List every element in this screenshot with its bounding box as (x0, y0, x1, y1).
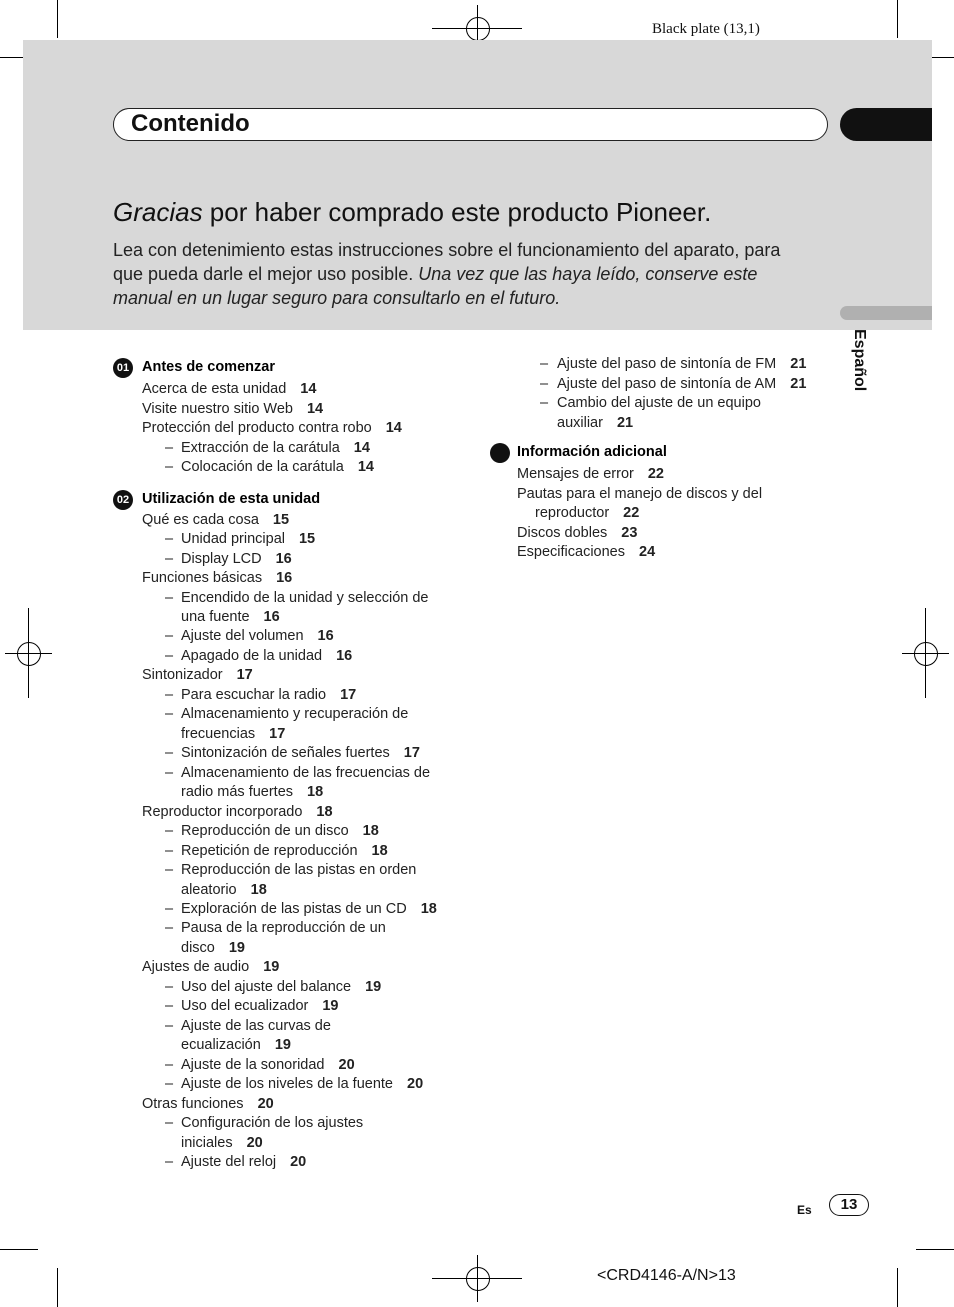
toc-entry-text: Sintonización de señales fuertes (181, 745, 390, 761)
toc-page-number: 14 (353, 440, 370, 456)
page-title: Contenido (131, 110, 250, 137)
toc-entry-text: Ajuste del volumen (181, 628, 304, 644)
toc-entry[interactable] (181, 1075, 423, 1095)
toc-entry[interactable] (517, 485, 762, 505)
toc-entry[interactable] (181, 919, 386, 939)
language-label: Español (851, 329, 868, 392)
toc-entry[interactable] (557, 355, 806, 375)
toc-entry[interactable] (181, 822, 379, 842)
toc-entry[interactable] (142, 511, 289, 531)
toc-dash: – (165, 628, 174, 644)
toc-dash: – (165, 687, 174, 703)
crop-mark (57, 1268, 58, 1307)
toc-page-number: 15 (298, 531, 316, 547)
toc-entry[interactable] (181, 939, 245, 959)
toc-entry[interactable] (535, 504, 639, 524)
toc-entry[interactable] (142, 419, 402, 439)
toc-entry[interactable] (181, 978, 381, 998)
toc-page-number: 14 (357, 459, 374, 475)
toc-dash: – (540, 395, 549, 411)
toc-page-number: 15 (272, 512, 290, 528)
crop-mark (916, 1249, 954, 1250)
toc-entry[interactable] (181, 627, 334, 647)
toc-entry-text: Pautas para el manejo de discos y del (517, 486, 763, 502)
toc-page-number: 19 (322, 998, 339, 1014)
toc-entry-text: Apagado de la unidad (181, 648, 323, 664)
toc-page-number: 19 (365, 979, 382, 995)
toc-entry[interactable] (181, 725, 285, 745)
toc-entry[interactable] (181, 900, 437, 920)
toc-entry-text: Reproducción de las pistas en orden (181, 862, 417, 878)
toc-entry[interactable] (181, 764, 430, 784)
toc-entry[interactable] (181, 589, 428, 609)
toc-entry-text: aleatorio (181, 882, 237, 898)
toc-entry-text: Ajustes de audio (142, 959, 250, 975)
toc-page-number: 24 (639, 544, 656, 560)
toc-dash: – (165, 901, 174, 917)
toc-dash: – (165, 745, 174, 761)
toc-dash: – (165, 823, 174, 839)
section-number-badge: 01 (113, 358, 133, 378)
toc-entry-text: Colocación de la carátula (181, 459, 344, 475)
section-number-badge (490, 443, 510, 463)
toc-entry-text: Uso del ecualizador (181, 998, 309, 1014)
toc-entry-text: reproductor (535, 505, 610, 521)
toc-section-title[interactable]: Utilización de esta unidad (142, 491, 321, 507)
toc-entry[interactable] (181, 1134, 263, 1154)
section-number-badge: 02 (113, 490, 133, 510)
toc-page-number: 19 (228, 940, 245, 956)
toc-entry[interactable] (181, 1153, 306, 1173)
toc-entry-text: Para escuchar la radio (181, 687, 327, 703)
toc-entry-text: Mensajes de error (517, 466, 634, 482)
toc-dash: – (165, 531, 174, 547)
toc-entry[interactable] (181, 997, 339, 1017)
toc-entry-text: radio más fuertes (181, 784, 294, 800)
page-number: 13 (829, 1194, 869, 1216)
plate-label: Black plate (13,1) (652, 21, 760, 37)
toc-dash: – (165, 1154, 174, 1170)
toc-entry-text: Ajuste de los niveles de la fuente (181, 1076, 393, 1092)
toc-entry-text: Extracción de la carátula (181, 440, 340, 456)
toc-entry-text: Acerca de esta unidad (142, 381, 287, 397)
toc-entry-text: Otras funciones (142, 1096, 244, 1112)
toc-entry-text: Especificaciones (517, 544, 625, 560)
toc-entry-text: Sintonizador (142, 667, 223, 683)
toc-dash: – (165, 551, 174, 567)
toc-entry[interactable] (181, 686, 356, 706)
toc-entry-text: Encendido de la unidad y selección de (181, 590, 429, 606)
toc-dash: – (165, 1115, 174, 1131)
toc-entry-text: auxiliar (557, 415, 603, 431)
toc-dash: – (165, 648, 174, 664)
toc-dash: – (165, 440, 174, 456)
toc-entry[interactable] (181, 861, 416, 881)
toc-page-number: 18 (362, 823, 379, 839)
toc-entry[interactable] (517, 465, 664, 485)
toc-entry-text: Exploración de las pistas de un CD (181, 901, 407, 917)
toc-page-number: 14 (300, 381, 317, 397)
toc-page-number: 17 (236, 667, 253, 683)
toc-page-number: 20 (338, 1057, 355, 1073)
toc-entry[interactable] (142, 958, 279, 978)
toc-page-number: 16 (275, 551, 292, 567)
toc-entry-text: ecualización (181, 1037, 261, 1053)
toc-page-number: 18 (420, 901, 437, 917)
toc-entry-text: Protección del producto contra robo (142, 420, 372, 436)
toc-page-number: 18 (250, 882, 267, 898)
toc-entry[interactable] (142, 803, 333, 823)
intro-text-italic: Una vez que las haya leído, conserve este manual en un lugar seguro para consultarlo en el futuro. (113, 264, 758, 308)
toc-page-number: 23 (621, 525, 638, 541)
toc-entry-text: Almacenamiento y recuperación de (181, 706, 409, 722)
toc-entry-text: Almacenamiento de las frecuencias de (181, 765, 431, 781)
toc-entry-text: Cambio del ajuste de un equipo (557, 395, 761, 411)
toc-page-number: 17 (340, 687, 357, 703)
toc-entry[interactable] (181, 842, 388, 862)
toc-dash: – (165, 1018, 174, 1034)
toc-entry[interactable] (557, 414, 633, 434)
toc-page-number: 17 (403, 745, 420, 761)
toc-page-number: 22 (623, 505, 640, 521)
toc-section-title[interactable]: Antes de comenzar (142, 359, 275, 375)
toc-entry-text: disco (181, 940, 215, 956)
toc-entry[interactable] (181, 1017, 331, 1037)
toc-entry-text: Ajuste del reloj (181, 1154, 277, 1170)
toc-page-number: 16 (336, 648, 353, 664)
toc-entry-text: Qué es cada cosa (142, 512, 259, 528)
toc-entry[interactable] (181, 1036, 291, 1056)
toc-entry[interactable] (517, 524, 637, 544)
toc-page-number: 19 (274, 1037, 291, 1053)
toc-page-number: 14 (306, 401, 324, 417)
toc-entry-text: Reproductor incorporado (142, 804, 303, 820)
toc-page-number: 20 (246, 1135, 263, 1151)
toc-page-number: 16 (276, 570, 293, 586)
toc-entry[interactable] (181, 647, 352, 667)
toc-dash: – (165, 1057, 174, 1073)
intro-text: Lea con detenimiento estas instrucciones sobre el funcionamiento del aparato, para que pueda darle el mejor uso posible. (113, 240, 781, 284)
toc-page-number: 21 (790, 356, 807, 372)
toc-entry[interactable] (181, 744, 420, 764)
toc-entry-text: Configuración de los ajustes (181, 1115, 364, 1131)
toc-entry[interactable] (181, 1114, 363, 1134)
toc-entry-text: Display LCD (181, 551, 262, 567)
toc-dash: – (540, 356, 549, 372)
toc-dash: – (540, 376, 549, 392)
toc-page-number: 17 (269, 726, 286, 742)
toc-entry[interactable] (181, 439, 370, 459)
toc-entry[interactable] (142, 1095, 274, 1115)
toc-entry[interactable] (181, 783, 323, 803)
toc-entry-text: Repetición de reproducción (181, 843, 358, 859)
toc-page-number: 20 (257, 1096, 274, 1112)
toc-entry-text: Visite nuestro sitio Web (142, 401, 293, 417)
toc-page-number: 18 (307, 784, 324, 800)
toc-entry[interactable] (557, 375, 806, 395)
toc-entry-text: Ajuste de las curvas de (181, 1018, 331, 1034)
toc-entry-text: Ajuste del paso de sintonía de AM (557, 376, 777, 392)
toc-entry[interactable] (557, 394, 761, 414)
toc-page-number: 21 (790, 376, 807, 392)
toc-entry[interactable] (181, 881, 267, 901)
toc-entry-text: Unidad principal (181, 531, 285, 547)
toc-page-number: 16 (263, 609, 280, 625)
toc-entry-text: Discos dobles (517, 525, 608, 541)
toc-page-number: 21 (616, 415, 634, 431)
toc-dash: – (165, 706, 174, 722)
toc-entry[interactable] (181, 550, 292, 570)
toc-page-number: 16 (317, 628, 334, 644)
footer-language-code: Es (797, 1203, 812, 1217)
toc-page-number: 18 (371, 843, 388, 859)
toc-dash: – (165, 765, 174, 781)
toc-entry-text: Ajuste de la sonoridad (181, 1057, 325, 1073)
toc-entry[interactable] (181, 530, 315, 550)
toc-page-number: 20 (290, 1154, 307, 1170)
toc-page-number: 18 (316, 804, 333, 820)
intro-heading-italic: Gracias (113, 197, 203, 227)
document-code: <CRD4146-A/N>13 (597, 1267, 736, 1284)
toc-dash: – (165, 590, 174, 606)
toc-dash: – (165, 862, 174, 878)
toc-entry[interactable] (181, 1056, 355, 1076)
toc-entry-text: Reproducción de un disco (181, 823, 349, 839)
toc-dash: – (165, 979, 174, 995)
toc-entry-text: Funciones básicas (142, 570, 263, 586)
toc-entry[interactable] (517, 543, 655, 563)
toc-page-number: 22 (647, 466, 664, 482)
toc-entry[interactable] (142, 569, 292, 589)
toc-dash: – (165, 1076, 174, 1092)
toc-entry-text: Pausa de la reproducción de un (181, 920, 386, 936)
toc-section-title[interactable]: Información adicional (517, 444, 667, 460)
toc-entry[interactable] (142, 380, 316, 400)
registration-circle (466, 1267, 490, 1291)
toc-dash: – (165, 920, 174, 936)
crop-mark (0, 1249, 38, 1250)
toc-dash: – (165, 459, 174, 475)
toc-page-number: 14 (385, 420, 402, 436)
toc-dash: – (165, 998, 174, 1014)
toc-page-number: 20 (407, 1076, 424, 1092)
toc-page-number: 19 (263, 959, 280, 975)
toc-entry[interactable] (181, 608, 280, 628)
toc-entry[interactable] (142, 666, 253, 686)
toc-entry-text: iniciales (181, 1135, 233, 1151)
toc-entry-text: Ajuste del paso de sintonía de FM (557, 356, 777, 372)
toc-entry[interactable] (142, 400, 323, 420)
toc-entry[interactable] (181, 705, 408, 725)
crop-mark (897, 1268, 898, 1307)
toc-entry-text: Uso del ajuste del balance (181, 979, 352, 995)
toc-dash: – (165, 843, 174, 859)
toc-entry-text: una fuente (181, 609, 250, 625)
toc-entry-text: frecuencias (181, 726, 256, 742)
intro-heading-rest: por haber comprado este producto Pioneer. (202, 197, 712, 227)
toc-entry[interactable] (181, 458, 374, 478)
